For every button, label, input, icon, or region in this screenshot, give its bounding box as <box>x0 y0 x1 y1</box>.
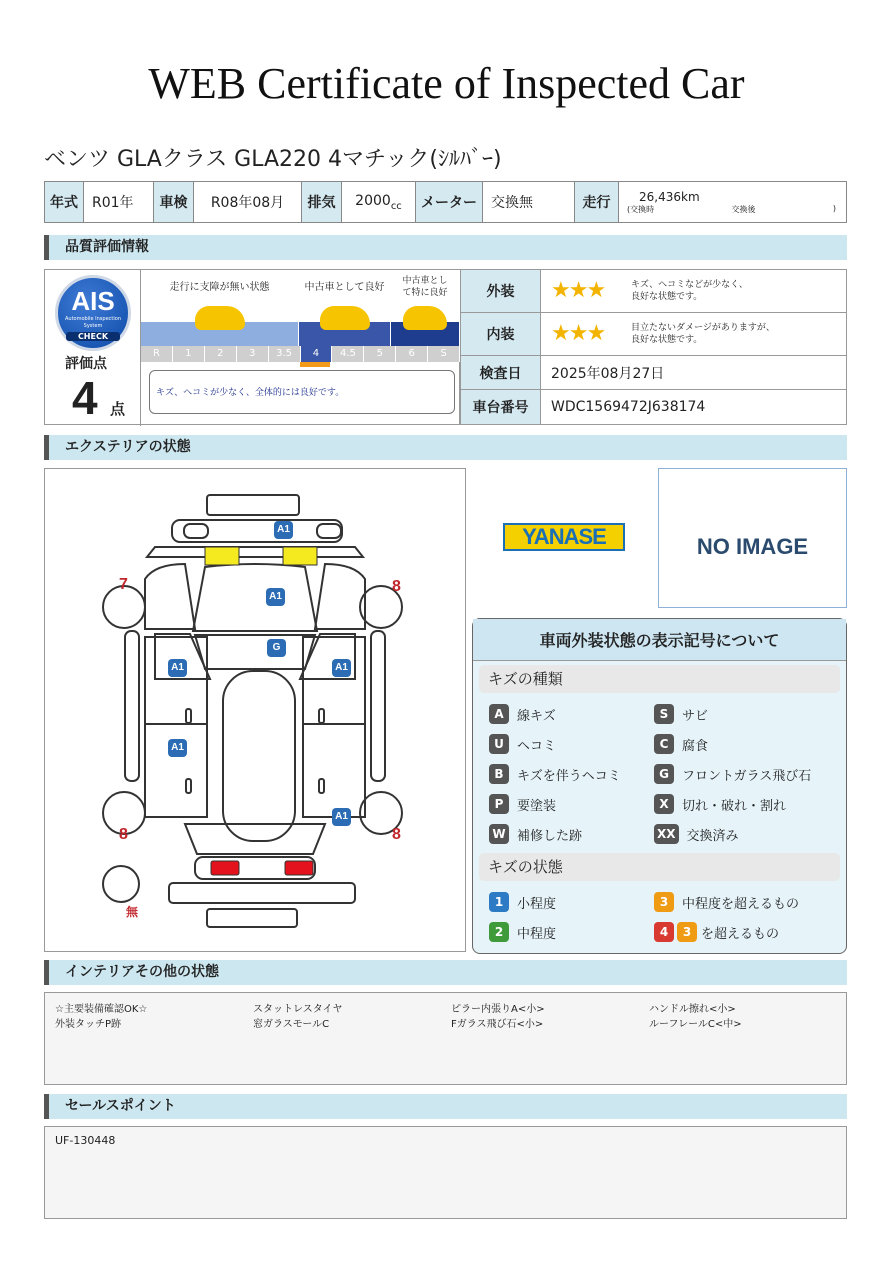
level-item <box>654 917 819 947</box>
damage-level-grid <box>479 881 840 947</box>
ais-text: AIS <box>71 286 115 316</box>
level-code-secondary: 3 <box>677 922 697 942</box>
displacement-unit: cc <box>390 200 402 212</box>
ais-sub: Automobile Inspection System <box>65 316 121 329</box>
tire-depth-rear-left: 8 <box>119 826 128 843</box>
no-image-placeholder: NO IMAGE <box>658 468 847 608</box>
meter-label: メーター <box>416 182 483 223</box>
level-code: 2 <box>489 922 509 942</box>
taillight-left <box>211 861 239 875</box>
sales-point: UF-130448 <box>44 1126 847 1219</box>
damage-label: 要塗装 <box>517 798 557 814</box>
damage-code: U <box>489 734 509 754</box>
mileage-cell <box>619 182 847 223</box>
legend-item <box>654 729 819 759</box>
level-code: 3 <box>654 892 674 912</box>
damage-marker: A1 <box>332 659 351 677</box>
level-label: 中程度 <box>517 926 557 942</box>
damage-code: C <box>654 734 674 754</box>
scale-step: 3.5 <box>269 346 301 362</box>
evaluation-box <box>44 269 460 425</box>
displacement-value <box>342 182 416 223</box>
exterior-note <box>631 279 748 303</box>
car-icon <box>403 306 447 330</box>
page-title: WEB Certificate of Inspected Car <box>148 59 745 108</box>
scale-step: 3 <box>237 346 269 362</box>
damage-label: 腐食 <box>682 738 709 754</box>
interior-note <box>631 322 775 346</box>
damage-code: W <box>489 824 509 844</box>
section-quality: 品質評価情報 <box>44 235 847 260</box>
scale-step: R <box>141 346 173 362</box>
damage-level-title: キズの状態 <box>479 853 840 881</box>
interior-note: ルーフレールC<中> <box>649 1019 742 1030</box>
damage-code: P <box>489 794 509 814</box>
level-label: 中程度を超えるもの <box>682 896 800 912</box>
level-item <box>489 887 654 917</box>
grade-col-3 <box>391 270 460 346</box>
interior-rating <box>541 312 847 355</box>
exterior-note-1: キズ、ヘコミなどが少なく、 <box>631 279 748 290</box>
spec-table <box>44 181 847 223</box>
legend-item <box>654 699 819 729</box>
scale-step: 1 <box>173 346 205 362</box>
interior-row <box>55 1015 836 1030</box>
mileage-sub <box>627 204 838 215</box>
damage-marker: A1 <box>274 521 293 539</box>
mileage-sub-after: 交換後 <box>731 204 756 214</box>
legend-item <box>654 759 819 789</box>
damage-code: X <box>654 794 674 814</box>
damage-label: 交換済み <box>686 828 739 844</box>
legend-item <box>654 819 819 849</box>
scale-step: 6 <box>396 346 428 362</box>
grade-col-3-label: 中古車として特に良好 <box>402 276 448 298</box>
scale-step: 5 <box>364 346 396 362</box>
spare-tire-label: 無 <box>126 905 139 919</box>
legend-item <box>489 819 654 849</box>
damage-label: ヘコミ <box>517 738 557 754</box>
level-code: 1 <box>489 892 509 912</box>
damage-label: 補修した跡 <box>517 828 583 844</box>
section-exterior: エクステリアの状態 <box>44 435 847 460</box>
legend-panel <box>472 618 847 954</box>
dealer-logo: YANASE <box>503 523 625 551</box>
interior-note-1: 目立たないダメージがありますが、 <box>631 322 775 333</box>
star-rating-icon: ★★★ <box>551 321 605 347</box>
legend-item <box>489 789 654 819</box>
evaluation-comment: キズ、ヘコミが少なく、全体的には良好です。 <box>149 370 455 414</box>
scale-step: 4.5 <box>332 346 364 362</box>
damage-code: B <box>489 764 509 784</box>
scale-step: S <box>428 346 460 362</box>
inspection-date-label: 検査日 <box>461 355 541 390</box>
ais-logo <box>55 275 131 351</box>
vin-value: WDC1569472J638174 <box>541 390 847 425</box>
tire-depth-rear-right: 8 <box>392 826 401 843</box>
grade-col-2 <box>299 270 391 346</box>
section-interior: インテリアその他の状態 <box>44 960 847 985</box>
taillight-right <box>285 861 313 875</box>
level-label: を超えるもの <box>701 926 780 942</box>
meter-value: 交換無 <box>483 182 575 223</box>
damage-type-title: キズの種類 <box>479 665 840 693</box>
interior-note: ハンドル擦れ<小> <box>649 1004 736 1015</box>
grade-col-2-label: 中古車として良好 <box>304 282 385 293</box>
score-unit: 点 <box>110 400 126 418</box>
car-diagram <box>44 468 466 952</box>
section-sales: セールスポイント <box>44 1094 847 1119</box>
damage-marker: A1 <box>168 659 187 677</box>
mileage-sub-before: (交換時 <box>627 204 655 214</box>
legend-item <box>489 759 654 789</box>
damage-label: 切れ・破れ・割れ <box>682 798 787 814</box>
mileage-label: 走行 <box>575 182 619 223</box>
displacement-label: 排気 <box>302 182 342 223</box>
level-label: 小程度 <box>517 896 557 912</box>
damage-label: サビ <box>682 708 709 724</box>
damage-type-grid <box>479 693 840 849</box>
exterior-note-2: 良好な状態です。 <box>631 291 703 302</box>
year-value: R01年 <box>84 182 154 223</box>
level-item <box>654 887 819 917</box>
damage-marker: A1 <box>332 808 351 826</box>
legend-item <box>654 789 819 819</box>
scale-step-selected: 4 <box>301 346 333 362</box>
tire-depth-front-left: 7 <box>119 576 128 593</box>
scale-marker <box>300 362 330 367</box>
interior-row <box>55 1000 836 1015</box>
score-label: 評価点 <box>65 356 107 372</box>
car-name: ベンツ GLAクラス GLA220 4マチック(ｼﾙﾊﾞｰ) <box>44 147 502 172</box>
tire-depth-front-right: 8 <box>392 578 401 595</box>
interior-note: ☆主要装備確認OK☆ <box>55 1004 148 1015</box>
mileage-value: 26,436km <box>639 189 700 204</box>
grade-col-1 <box>141 270 299 346</box>
interior-note-2: 良好な状態です。 <box>631 334 703 345</box>
damage-code: XX <box>654 824 679 844</box>
interior-note: Fガラス飛び石<小> <box>451 1019 544 1030</box>
legend-title: 車両外装状態の表示記号について <box>473 619 846 661</box>
damage-code: S <box>654 704 674 724</box>
ais-check: CHECK <box>66 332 120 341</box>
damage-marker: A1 <box>266 588 285 606</box>
damage-label: フロントガラス飛び石 <box>682 768 812 784</box>
scale-step: 2 <box>205 346 237 362</box>
damage-marker: G <box>267 639 286 657</box>
year-label: 年式 <box>45 182 84 223</box>
interior-label: 内装 <box>461 312 541 355</box>
vin-label: 車台番号 <box>461 390 541 425</box>
legend-item <box>489 699 654 729</box>
grade-scale <box>141 346 460 362</box>
exterior-label: 外装 <box>461 270 541 313</box>
displacement-number: 2000 <box>355 192 391 209</box>
interior-notes <box>44 992 847 1085</box>
level-code: 4 <box>654 922 674 942</box>
exterior-rating <box>541 270 847 313</box>
car-icon <box>195 306 245 330</box>
score-value: 4 <box>72 372 98 424</box>
damage-marker: A1 <box>168 739 187 757</box>
legend-item <box>489 729 654 759</box>
interior-note: ピラー内張りA<小> <box>451 1004 545 1015</box>
inspection-date: 2025年08月27日 <box>541 355 847 390</box>
damage-label: キズを伴うヘコミ <box>517 768 621 784</box>
damage-code: A <box>489 704 509 724</box>
star-rating-icon: ★★★ <box>551 278 605 304</box>
grade-col-1-label: 走行に支障が無い状態 <box>169 282 270 293</box>
damage-label: 線キズ <box>517 708 556 724</box>
damage-code: G <box>654 764 674 784</box>
level-item <box>489 917 654 947</box>
interior-note: スタットレスタイヤ <box>253 1004 343 1015</box>
car-outline-diagram <box>45 469 465 951</box>
car-icon <box>320 306 370 330</box>
headlight-right <box>283 547 317 565</box>
interior-note: 外装タッチP跡 <box>55 1019 122 1030</box>
inspection-value: R08年08月 <box>194 182 302 223</box>
interior-note: 窓ガラスモールC <box>253 1019 330 1030</box>
mileage-sub-close: ) <box>832 203 836 213</box>
inspection-label: 車検 <box>154 182 194 223</box>
condition-table <box>460 269 847 425</box>
headlight-left <box>205 547 239 565</box>
